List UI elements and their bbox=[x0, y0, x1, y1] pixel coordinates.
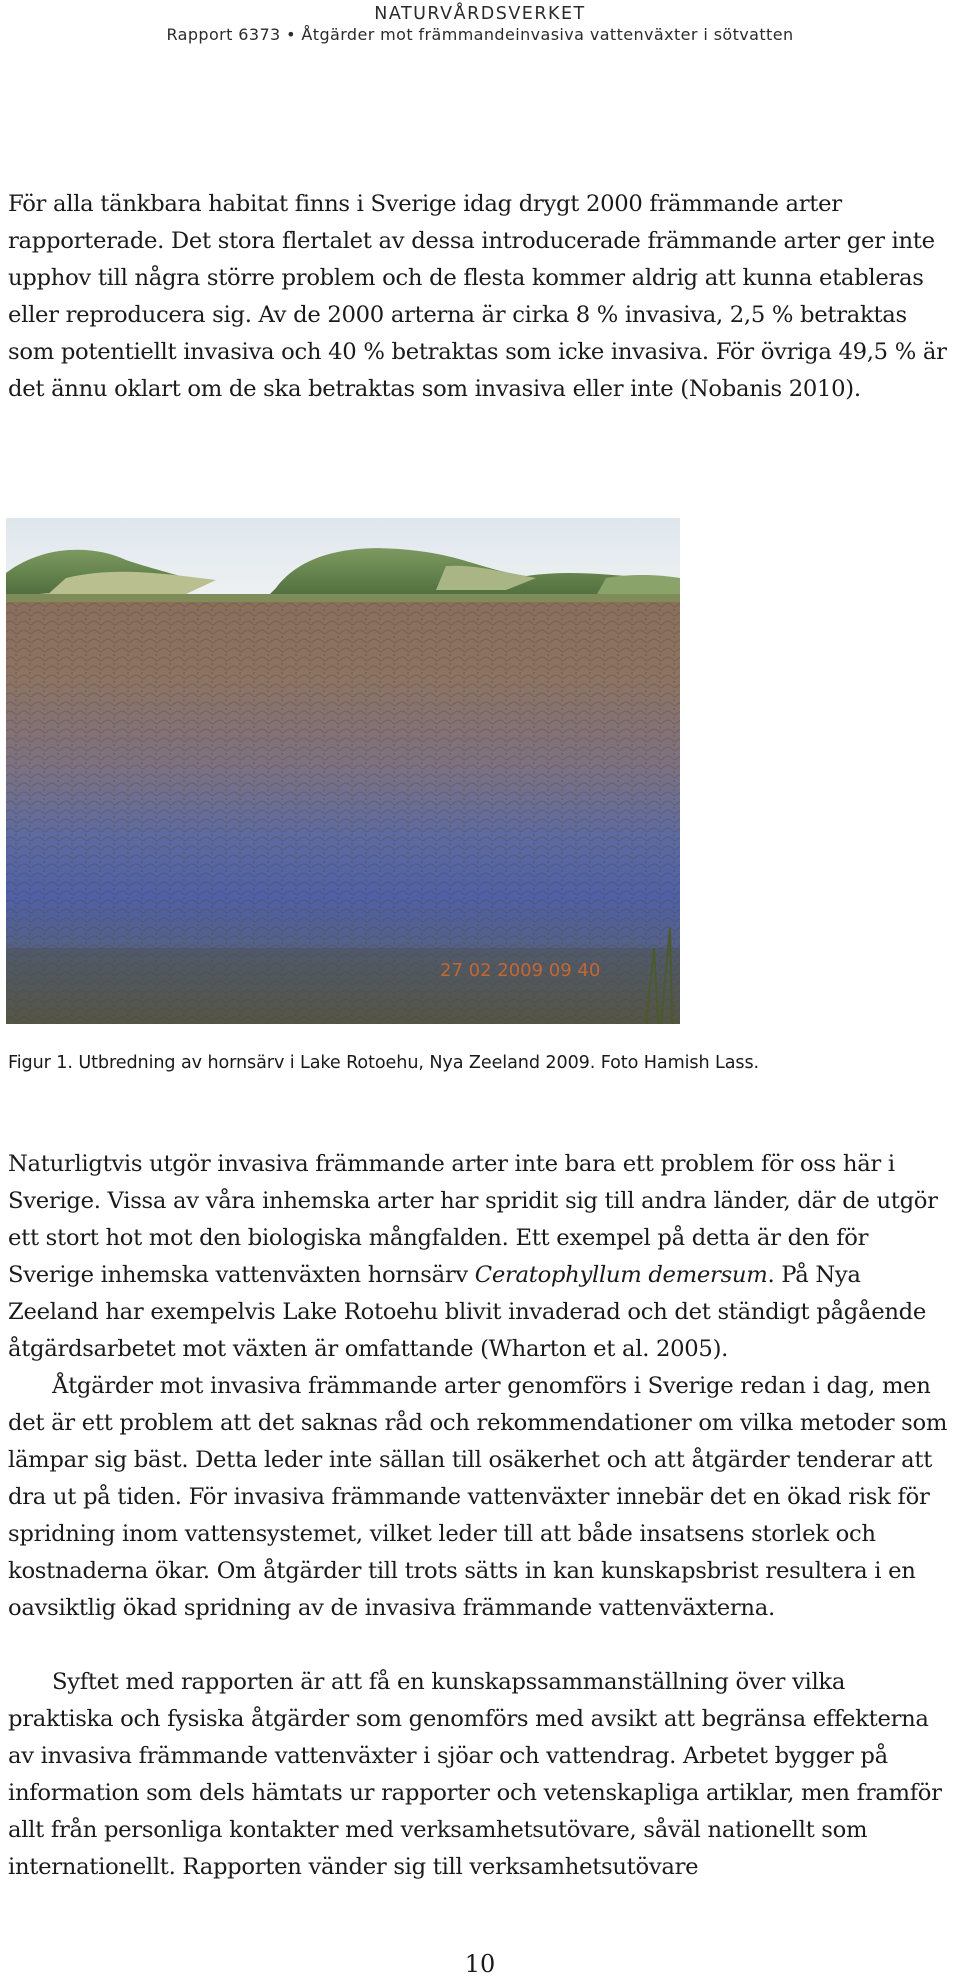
paragraph-measures: Åtgärder mot invasiva främmande arter genomförs i Sverige redan i dag, men det är ett problem att det saknas råd och rekommendationer om vilka metoder som lämpar sig bäst. Detta leder inte sällan till osäkerhet och att åtgärder tenderar att dra ut på tiden. För invasiva främmande vattenväxter innebär det en ökad risk för spridning inom vattensystemet, vilket leder till att både insatsens storlek och kostnaderna ökar. Om åtgärder till trots sätts in kan kunskapsbrist resultera i en oavsiktlig ökad spridning av de invasiva främmande vattenväxterna. bbox=[8, 1373, 948, 1621]
lake-photo bbox=[6, 518, 680, 1024]
photo-date-stamp: 27 02 2009 09 40 bbox=[440, 960, 601, 981]
figure-caption: Figur 1. Utbredning av hornsärv i Lake Rotoehu, Nya Zeeland 2009. Foto Hamish Lass. bbox=[8, 1053, 760, 1073]
publisher-name: NATURVÅRDSVERKET bbox=[374, 4, 586, 24]
species-name: Ceratophyllum demersum bbox=[474, 1262, 768, 1288]
report-title: Rapport 6373 • Åtgärder mot främmandeinvasiva vattenväxter i sötvatten bbox=[166, 25, 794, 44]
paragraph-naturally bbox=[8, 1146, 954, 1368]
paragraph-naturally-text-end: . På Nya Zeeland har exempelvis Lake Rotoehu blivit invaderad och det ständigt pågående åtgärdsarbetet mot växten är omfattande (Wharton et al. 2005). bbox=[8, 1262, 926, 1362]
paragraph-intro: För alla tänkbara habitat finns i Sverige idag drygt 2000 främmande arter rapporterade. Det stora flertalet av dessa introducerade främmande arter ger inte upphov till några större problem och de flesta kommer aldrig att kunna etableras eller reproducera sig. Av de 2000 arterna är cirka 8 % invasiva, 2,5 % betraktas som potentiellt invasiva och 40 % betraktas som icke invasiva. För övriga 49,5 % är det ännu oklart om de ska betraktas som invasiva eller inte (Nobanis 2010). bbox=[8, 191, 947, 402]
paragraph-naturally-text: Naturligtvis utgör invasiva främmande arter inte bara ett problem för oss här i Sverige. Vissa av våra inhemska arter har spridit sig till andra länder, där de utgör ett stort hot mot den biologiska mångfalden. Ett exempel på detta är den för Sverige inhemska vattenväxten hornsärv bbox=[8, 1151, 938, 1288]
paragraph-purpose: Syftet med rapporten är att få en kunskapssammanställning över vilka praktiska och fysiska åtgärder som genomförs med avsikt att begränsa effekterna av invasiva främmande vattenväxter i sjöar och vattendrag. Arbetet bygger på information som dels hämtats ur rapporter och vetenskapliga artiklar, men framför allt från personliga kontakter med verksamhetsutövare, såväl nationellt som internationellt. Rapporten vänder sig till verksamhetsutövare bbox=[8, 1669, 942, 1880]
page-number: 10 bbox=[464, 1950, 496, 1978]
